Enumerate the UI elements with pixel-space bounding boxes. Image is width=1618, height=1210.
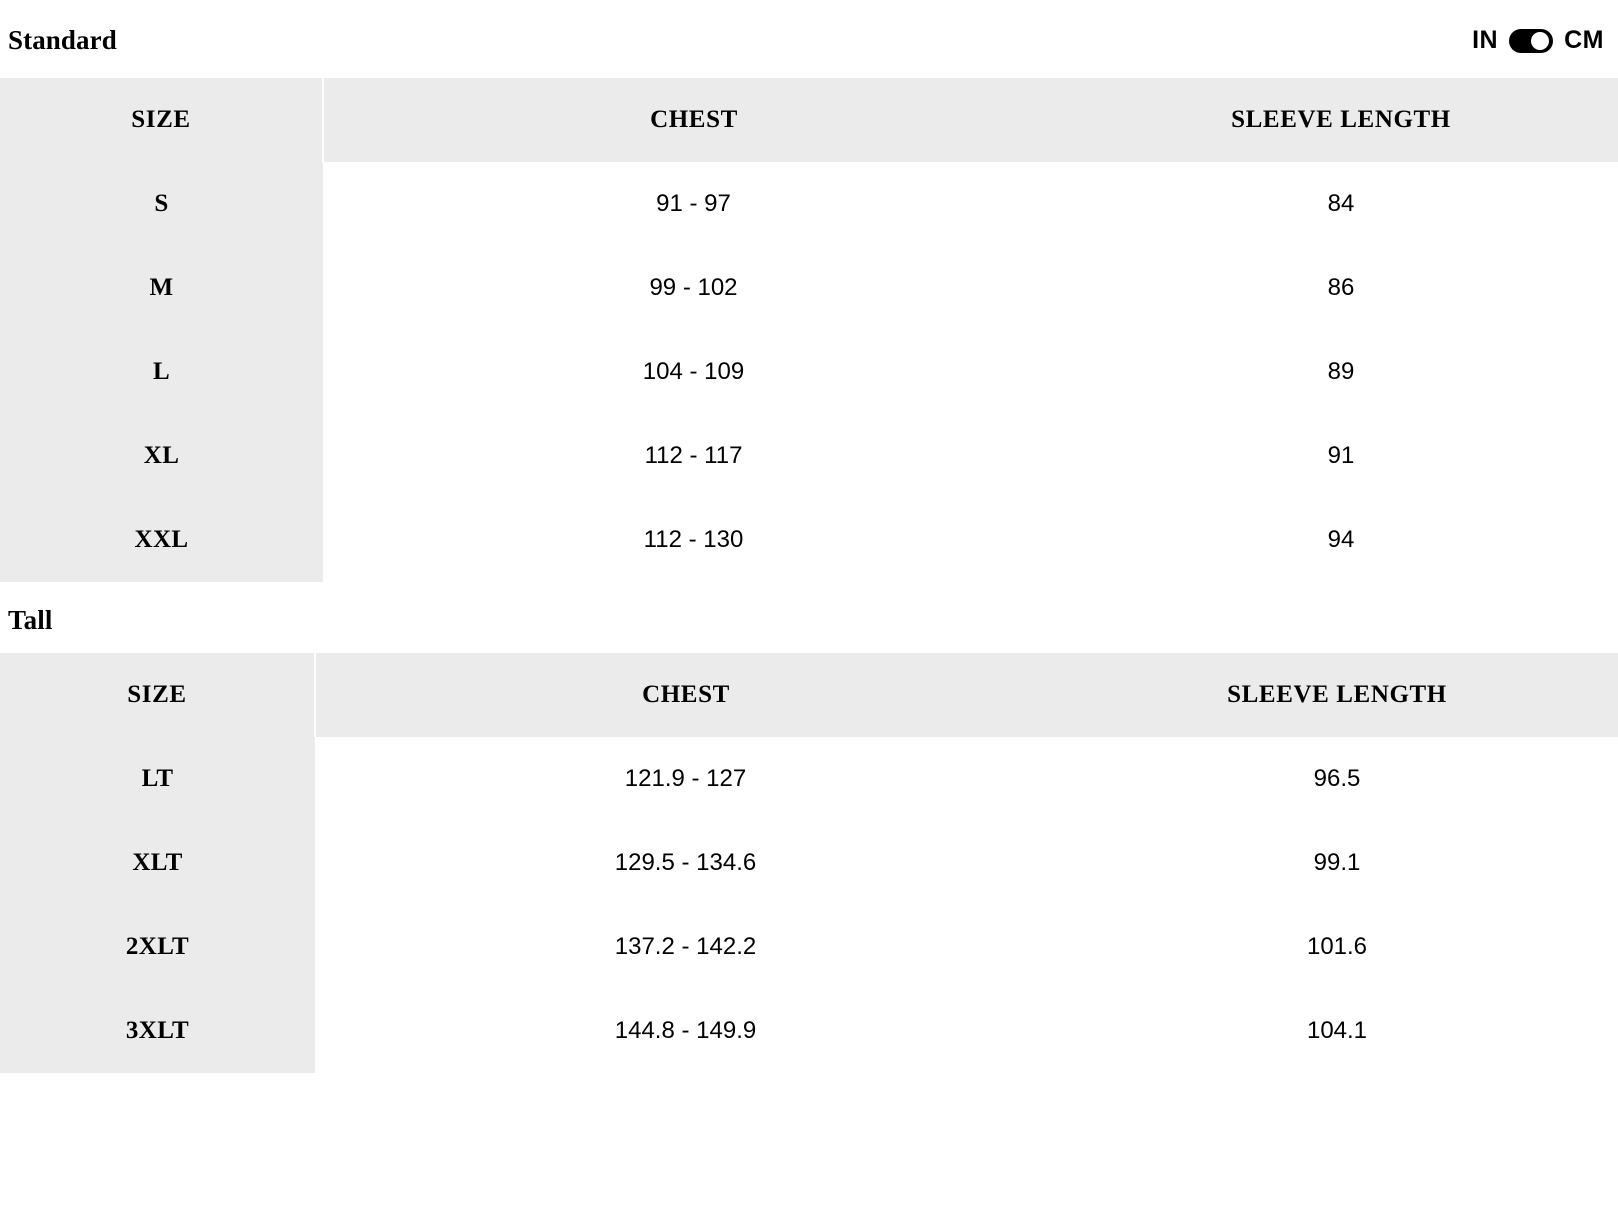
table-row xyxy=(0,414,1618,498)
cell-sleeve: 101.6 xyxy=(1056,905,1618,989)
column-header-chest: CHEST xyxy=(323,78,1064,162)
standard-table-head xyxy=(0,78,1618,162)
cell-sleeve: 89 xyxy=(1064,330,1618,414)
table-row xyxy=(0,330,1618,414)
tall-section-title: Tall xyxy=(8,604,53,635)
cell-size: XXL xyxy=(0,498,323,582)
tall-size-table xyxy=(0,653,1618,1073)
cell-size: 2XLT xyxy=(0,905,315,989)
table-row xyxy=(0,498,1618,582)
table-header-row xyxy=(0,78,1618,162)
column-header-sleeve-length: SLEEVE LENGTH xyxy=(1064,78,1618,162)
cell-sleeve: 86 xyxy=(1064,246,1618,330)
cell-chest: 129.5 - 134.6 xyxy=(315,821,1056,905)
cell-sleeve: 91 xyxy=(1064,414,1618,498)
cell-sleeve: 99.1 xyxy=(1056,821,1618,905)
table-header-row xyxy=(0,653,1618,737)
tall-table-wrap xyxy=(0,653,1618,1073)
cell-sleeve: 104.1 xyxy=(1056,989,1618,1073)
unit-label-in: IN xyxy=(1472,26,1499,55)
tall-table-body xyxy=(0,737,1618,1073)
unit-switch[interactable] xyxy=(1509,29,1553,53)
cell-sleeve: 94 xyxy=(1064,498,1618,582)
standard-size-table xyxy=(0,78,1618,582)
cell-size: M xyxy=(0,246,323,330)
cell-chest: 112 - 117 xyxy=(323,414,1064,498)
unit-label-cm: CM xyxy=(1564,26,1604,55)
standard-table-wrap xyxy=(0,78,1618,582)
column-header-size: SIZE xyxy=(0,78,323,162)
column-header-chest: CHEST xyxy=(315,653,1056,737)
table-row xyxy=(0,737,1618,821)
cell-chest: 91 - 97 xyxy=(323,162,1064,246)
page-title: Standard xyxy=(8,25,117,55)
standard-table-body xyxy=(0,162,1618,582)
unit-toggle[interactable] xyxy=(1472,26,1604,55)
table-row xyxy=(0,162,1618,246)
cell-size: 3XLT xyxy=(0,989,315,1073)
cell-size: XLT xyxy=(0,821,315,905)
cell-sleeve: 84 xyxy=(1064,162,1618,246)
cell-size: LT xyxy=(0,737,315,821)
cell-chest: 144.8 - 149.9 xyxy=(315,989,1056,1073)
cell-size: XL xyxy=(0,414,323,498)
cell-size: S xyxy=(0,162,323,246)
cell-size: L xyxy=(0,330,323,414)
table-row xyxy=(0,246,1618,330)
cell-chest: 104 - 109 xyxy=(323,330,1064,414)
cell-chest: 121.9 - 127 xyxy=(315,737,1056,821)
cell-sleeve: 96.5 xyxy=(1056,737,1618,821)
cell-chest: 137.2 - 142.2 xyxy=(315,905,1056,989)
table-row xyxy=(0,821,1618,905)
table-row xyxy=(0,989,1618,1073)
switch-knob xyxy=(1531,32,1549,50)
cell-chest: 99 - 102 xyxy=(323,246,1064,330)
table-row xyxy=(0,905,1618,989)
cell-chest: 112 - 130 xyxy=(323,498,1064,582)
column-header-sleeve-length: SLEEVE LENGTH xyxy=(1056,653,1618,737)
tall-table-head xyxy=(0,653,1618,737)
standard-section-header xyxy=(0,0,1618,78)
column-header-size: SIZE xyxy=(0,653,315,737)
